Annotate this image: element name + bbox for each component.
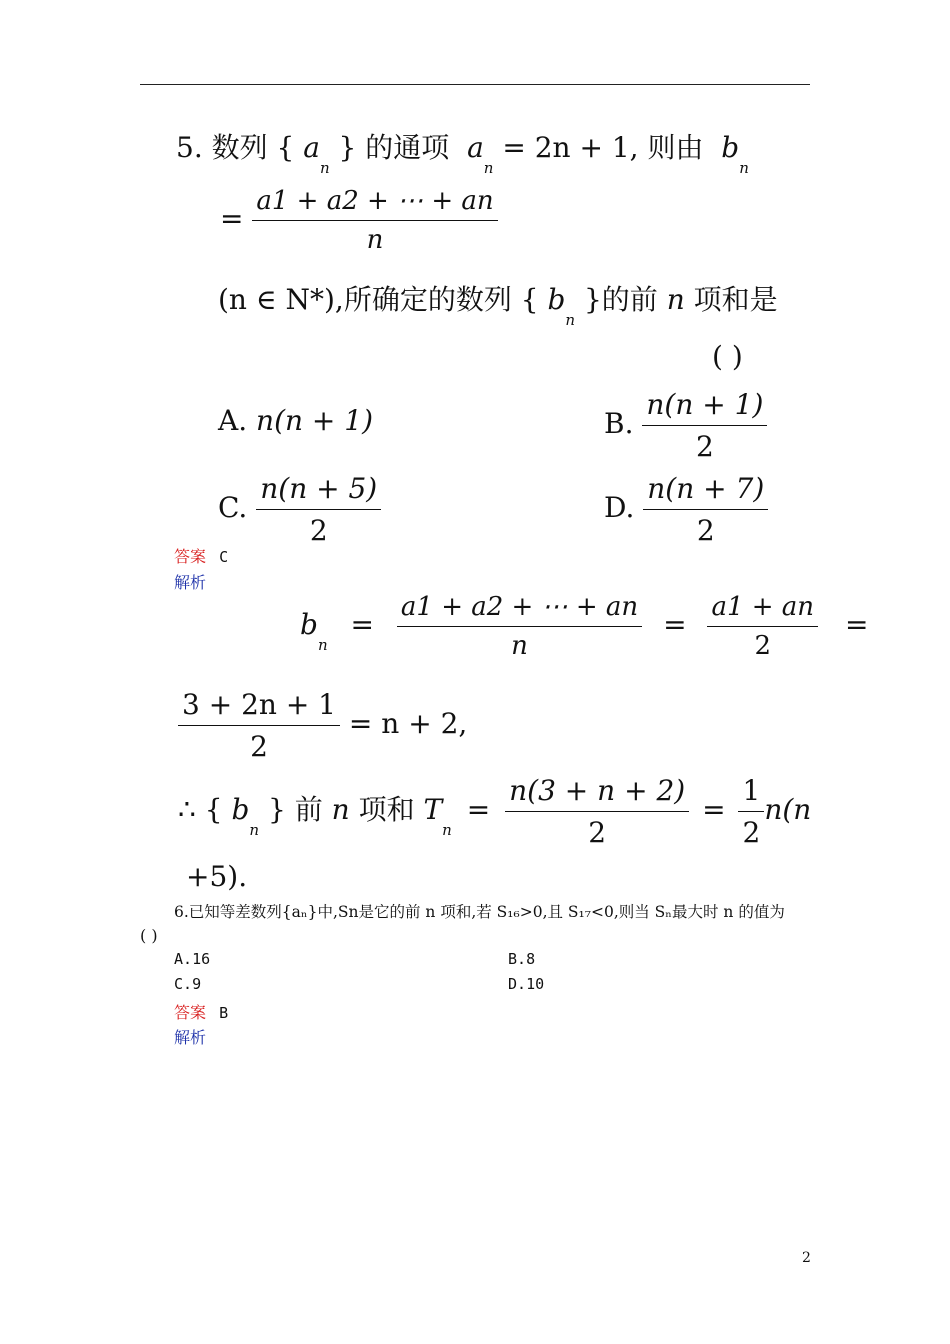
q5-text-sum: 项和是	[693, 283, 778, 316]
q5-solution-line2	[178, 688, 467, 763]
q5-option-c: C. $\frac{n(n + 5)}{2}$	[218, 472, 381, 547]
q6-stem: 6.已知等差数列{aₙ}中,Sn是它的前 n 项和,若 S₁₆>0,且 S₁₇<0,则当 Sₙ最大时 n 的值为	[174, 903, 785, 921]
q6-option-a: A.16	[174, 950, 211, 968]
sol-frac2-num: a1 + an	[711, 592, 815, 622]
q5-bn-formula	[220, 186, 498, 255]
q6-answer-line	[174, 1000, 228, 1023]
q5-option-a: A. n(n + 1)	[218, 404, 374, 437]
sol-frac4-den: 2	[588, 816, 607, 849]
sol-frac2-den: 2	[754, 631, 772, 661]
sol-frac1-den: n	[511, 631, 528, 661]
q6-answer-label: 答案	[174, 1003, 207, 1022]
sol-frac4-num: n(3 + n + 2)	[509, 774, 686, 807]
q6-analysis-label: 解析	[174, 1028, 207, 1047]
q5-answer-value: C	[219, 548, 229, 566]
q5-answer-line	[174, 544, 228, 567]
q5-solution-line3: ∴ { $b_n$ } 前 n 项和 $T_n$ = $\frac{n(3 + n + 2)}{2}$ = $\frac{1}{2}$ n(n	[178, 774, 812, 849]
q6-answer-value: B	[219, 1004, 229, 1022]
sol-frac1-num: a1 + a2 + ⋯ + an	[400, 592, 639, 622]
q5-option-b: B. $\frac{n(n + 1)}{2}$	[604, 388, 767, 463]
q5-seq-label: 数列	[211, 131, 268, 164]
q5-number: 5.	[176, 131, 203, 164]
q5-answer-bracket: ( )	[712, 340, 743, 373]
q5-option-d: D. $\frac{n(n + 7)}{2}$	[604, 472, 768, 547]
q5-frac-den: n	[366, 225, 384, 255]
q6-option-c: C.9	[174, 975, 202, 993]
sol-frac3-den: 2	[250, 730, 268, 763]
q5-solution-line1: $b_n$ = $\frac{a1 + a2 + \cdots + an}{n}$ = $\frac{a1 + an}{2}$ =	[300, 592, 869, 661]
q5-text-general: 的通项	[365, 131, 450, 164]
q5-stem-line3: (n ∈ N*),所确定的数列 { $b_n$ }的前 n 项和是	[218, 283, 778, 329]
header-rule	[140, 84, 810, 85]
q5-text-determined: ,所确定的数列	[334, 283, 512, 316]
q5-condition: (n ∈ N*)	[218, 283, 335, 316]
q5-solution-tail: +5).	[186, 860, 248, 893]
page-number: 2	[802, 1250, 811, 1266]
q5-answer-label: 答案	[174, 547, 207, 566]
q5-frac-num: a1 + a2 + ⋯ + an	[256, 186, 494, 216]
q5-stem-eq: = 2n + 1,	[502, 131, 639, 164]
q6-bracket: ( )	[140, 926, 158, 945]
q5-analysis-label: 解析	[174, 573, 207, 592]
q5-stem-line1: 5. 数列 { $a_n$ } 的通项 $a_n = 2n + 1$, 则由 $b_n$	[176, 131, 749, 177]
q6-option-d: D.10	[508, 975, 545, 993]
q5-eq2: =	[220, 202, 244, 235]
sol-result: = n + 2,	[348, 707, 468, 740]
q5-text-first: 的前	[601, 283, 658, 316]
q6-option-b: B.8	[508, 950, 536, 968]
q5-text-then: 则由	[647, 131, 704, 164]
sol-frac3-num: 3 + 2n + 1	[182, 688, 336, 721]
